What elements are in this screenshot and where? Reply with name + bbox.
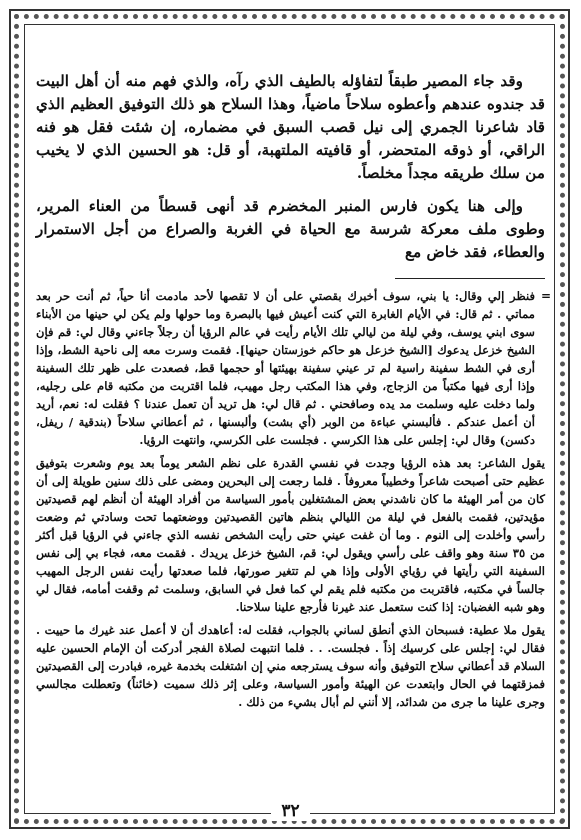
main-paragraph: وقد جاء المصير طبقاً لتفاؤله بالطيف الذي رآه، والذي فهم منه أن أهل البيت قد جندوه عندهم وأعطوه سلاحاً ماضياً، وهذا السلاح هو ذلك التوفيق العظيم الذي قاد شاعرنا الجمري إلى نيل قصب السبق في مضماره، إن شئت فقل هو فنه الراقي، أو ذوقه المتحضر، أو قافيته الملتهبة، أو قل: هو الحسين الذي لا يخيب من سلك طريقه مجداً مخلصاً. bbox=[36, 72, 545, 182]
footnote-text: فنظر إلي وقال: يا بني، سوف أخبرك بقصتي على أن لا تقصها لأحد مادمت أنا حياً، ثم أنت حر بعد مماتي . ثم قال: في الأيام الغابرة التي كنت أعيش فيها بالبصرة وما حولها ولم يكن لي حينها من الأبناء سوى ابني يوسف، وفي ليلة من ليالي تلك الأيام رأيت في عالم الرؤيا أن رجلاً جاءني وقال لي: قم فإن الشيخ خزعل يدعوك [الشيخ خزعل هو حاكم خوزستان حينها]. فقمت وسرت معه إلى ناحية الشط، وإذا أرى في الشط سفينة راسية لم تر عيني سفينة بهيئتها أو حجمها قط، فصعدت على ظهر تلك السفينة وإذا أرى فيها مكتباً من الزجاج، وفي هذا المكتب رجل مهيب، فلما اقتربت من مكتبه قام على رجليه، ولما دخلت عليه وسلمت مد يده وصافحني . ثم قال لي: هل تريد أن تعمل عندنا ؟ فقلت له: نعم، أريد أن أعمل عندكم . فألبسني عباءة من الوبر (أي بشت) وألبسنها ، ثم أعطاني سلاحاً (بندقية / ريفل، دكسن) وقال لي: إجلس على هذا الكرسي . فجلست على الكرسي، وانتهت الرؤيا. bbox=[36, 289, 535, 447]
footnote-paragraph bbox=[36, 287, 551, 449]
main-paragraph: وإلى هنا يكون فارس المنبر المخضرم قد أنهى قسطاً من العناء المرير، وطوى ملف معركة شرسة مع الحياة في الغربة والصراع من أجل الاستمرار والعطاء، فقد خاض مع bbox=[36, 197, 545, 261]
footnote-paragraph: يقول الشاعر: بعد هذه الرؤيا وجدت في نفسي القدرة على نظم الشعر يوماً بعد يوم وشعرت بتوفيق عظيم حتى أصبحت شاعراً وخطيباً معروفاً . فلما رجعت إلى البحرين ومضى على ذلك سنين طويلة إلى أن كان من أمر الهيئة ما كان ناشدني بعض المشتغلين بأمور السياسة من أفراد الهيئة أن أنظم لهم قصيدتين مؤيدتين، فقمت بالفعل في ليلة من الليالي بنظم هاتين القصيدتين ووضعتهما تحت وسادتي ثم وضعت رأسي وأخلدت إلى النوم . وما أن غفت عيني حتى رأيت الشخص نفسه الذي جاءني في الرؤيا قبل أكثر من ٣٥ سنة وهو واقف على رأسي ويقول لي: قم، الشيخ خزعل يريدك . فقمت معه، فجاء بي إلى نفس السفينة التي رأيتها في رؤياي الأولى وإذا هي لم تتغير صورتها، فلما صعدتها رأيت نفس الرجل المهيب جالساً في مكتبه، فاقتربت من مكتبه فلم يقم لي كما فعل في السابق، وسلمت ثم وقفت أمامه، فقال لي وهو شبه الغضبان: إذا كنت ستعمل عند غيرنا فأرجع علينا سلاحنا. bbox=[36, 456, 545, 614]
main-text bbox=[36, 70, 545, 264]
page-number-text: ٣٢ bbox=[271, 801, 309, 821]
footnotes bbox=[36, 287, 551, 711]
continuation-mark: = bbox=[540, 289, 551, 303]
page-content bbox=[36, 70, 551, 716]
footnote-paragraph: يقول ملا عطية: فسبحان الذي أنطق لساني بالجواب، فقلت له: أعاهدك أن لا أعمل عند غيرك ما حييت . فقال لي: إجلس على كرسيك إذاً . فجلست. . . فلما انتبهت لصلاة الفجر أدركت أن الإمام الحسين عليه السلام قد أعطاني سلاح التوفيق وأنه سوف يسترجعه مني إن اشتغلت بخدمة غيره، فبادرت إلى القصيدتين فمزقتهما في الحال وابتعدت عن الهيئة وأمور السياسة، وعلى إثر ذلك سميت (خائناً) وتعطلت مجالسي وجرى علينا ما جرى من شدائد، إلا أنني لم أبال بشيء من ذلك . bbox=[36, 623, 545, 709]
footnote-separator bbox=[395, 278, 545, 279]
page-number bbox=[0, 801, 581, 821]
